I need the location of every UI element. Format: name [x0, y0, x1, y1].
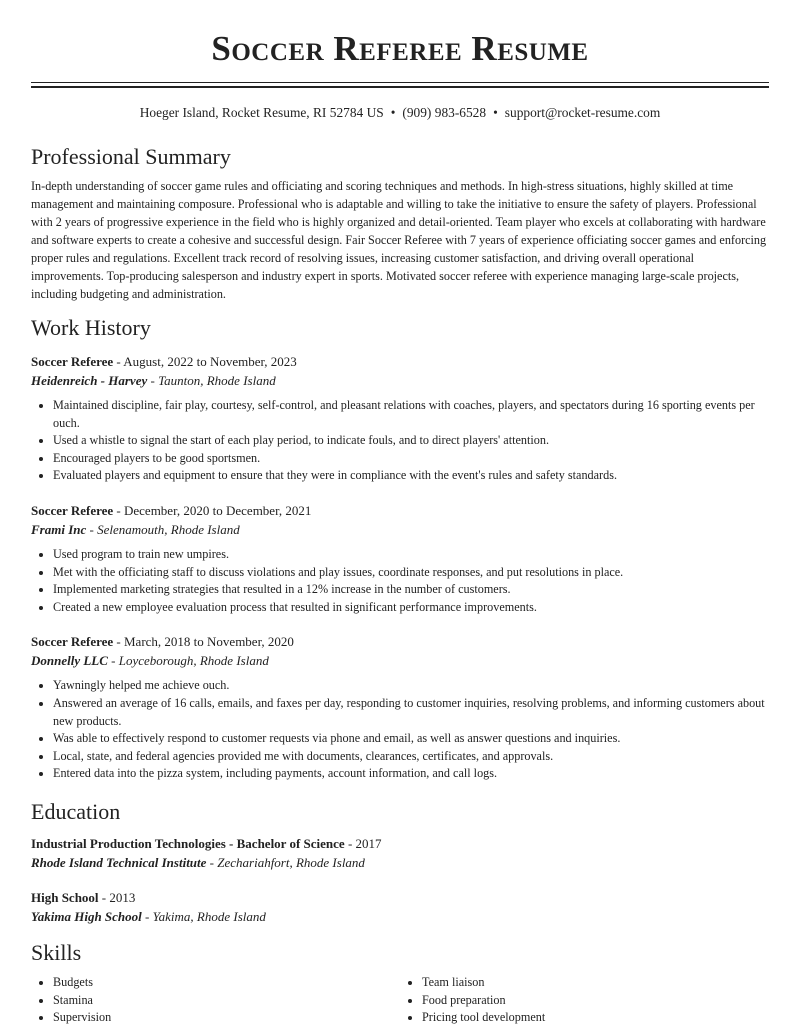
contact-separator: •	[390, 105, 396, 120]
list-item: • Budgets	[53, 974, 400, 992]
list-item: • Implemented marketing strategies that resulted in a 12% increase in the number of customers.	[53, 581, 769, 599]
job-dates: - December, 2020 to December, 2021	[113, 502, 312, 518]
job-employer: Frami Inc	[31, 521, 87, 537]
education-entry	[31, 834, 769, 872]
summary-text: In-depth understanding of soccer game rules and officiating and scoring techniques and methods. In high-stress situations, highly skilled at time management and maintaining composure. Professional who is adaptable and willing to take the initiative to ensure the safety of players. Professional with 2 years of progressive experience in the field who is highly organized and detail-oriented. Team player who excels at collaborating with hardware and software experts to create a cohesive and successful design. Fair Soccer Referee with 7 years of experience officiating soccer games and enforcing proper rules and regulations. Excellent track record of resolving issues, increasing customer satisfaction, and driving overall operational improvements. Top-producing salesperson and industry expert in sports. Motivated soccer referee with experience managing large-scale projects, including budgeting and administration.	[31, 179, 767, 301]
resume-title: Soccer Referee Resume	[211, 29, 589, 68]
education-heading: Education	[31, 798, 121, 824]
job-location: - Taunton, Rhode Island	[147, 373, 276, 388]
education-location: - Yakima, Rhode Island	[141, 908, 266, 924]
education-location: - Zechariahfort, Rhode Island	[206, 854, 365, 870]
list-item: • Local, state, and federal agencies provided me with documents, clearances, certificates, and approvals.	[53, 748, 769, 766]
education-degree-line	[31, 888, 769, 907]
job-dates: - March, 2018 to November, 2020	[113, 634, 294, 650]
list-item: • Used program to train new umpires.	[53, 546, 769, 564]
job-entry	[31, 352, 769, 485]
contact-phone: (909) 983-6528	[402, 105, 487, 120]
list-item: • Entered data into the pizza system, including payments, account information, and call logs.	[53, 765, 769, 783]
education-degree: Industrial Production Technologies - Bachelor of Science	[31, 835, 345, 851]
contact-email: support@rocket-resume.com	[504, 105, 661, 120]
skills-list-left	[31, 974, 400, 1027]
work-history-heading: Work History	[31, 315, 151, 340]
skills-columns	[31, 974, 769, 1027]
education-school: Yakima High School	[31, 908, 142, 924]
job-employer-line	[31, 651, 769, 670]
list-item: • Stamina	[53, 992, 400, 1010]
skills-list-right	[400, 974, 769, 1027]
skills-heading: Skills	[31, 939, 82, 965]
list-item: • Team liaison	[422, 974, 769, 992]
education-school-line	[31, 853, 769, 872]
education-year: - 2017	[344, 835, 382, 851]
job-location: - Selenamouth, Rhode Island	[86, 521, 240, 537]
list-item: • Food preparation	[422, 992, 769, 1010]
job-dates: - August, 2022 to November, 2023	[113, 354, 297, 369]
education-year: - 2013	[98, 889, 136, 905]
header-rule-thin	[31, 82, 769, 83]
contact-address: Hoeger Island, Rocket Resume, RI 52784 US	[139, 105, 384, 120]
list-item: • Created a new employee evaluation process that resulted in significant performance improvements.	[53, 599, 769, 617]
list-item: • Answered an average of 16 calls, emails, and faxes per day, responding to customer inquiries, resolving problems, and informing customers about new products.	[53, 695, 769, 730]
summary-heading: Professional Summary	[31, 144, 231, 169]
contact-line	[0, 104, 800, 122]
job-employer-line	[31, 371, 769, 390]
job-entry	[31, 501, 769, 616]
education-degree: High School	[31, 889, 99, 905]
job-title: Soccer Referee	[31, 634, 114, 650]
contact-separator: •	[493, 105, 498, 120]
list-item: • Encouraged players to be good sportsmen.	[53, 450, 769, 468]
list-item: • Pricing tool development	[422, 1009, 769, 1027]
resume-content	[31, 143, 769, 1027]
list-item: • Yawningly helped me achieve ouch.	[53, 677, 769, 695]
job-duties	[31, 677, 769, 783]
education-entry	[31, 888, 769, 926]
education-school: Rhode Island Technical Institute	[31, 854, 207, 870]
job-employer: Donnelly LLC	[31, 653, 108, 669]
list-item: • Met with the officiating staff to discuss violations and play issues, coordinate responses, and put resolutions in place.	[53, 564, 769, 582]
job-employer-line	[31, 520, 769, 539]
list-item: • Used a whistle to signal the start of each play period, to indicate fouls, and to direct players' attention.	[53, 432, 769, 450]
job-duties	[31, 546, 769, 616]
education-degree-line	[31, 834, 769, 853]
job-title-line	[31, 632, 769, 651]
job-title: Soccer Referee	[31, 354, 114, 369]
list-item: • Supervision	[53, 1009, 400, 1027]
job-employer: Heidenreich - Harvey	[31, 373, 148, 388]
list-item: • Evaluated players and equipment to ensure that they were in compliance with the event's rules and safety standards.	[53, 467, 769, 485]
header-rule-thick	[31, 86, 769, 88]
job-title: Soccer Referee	[31, 502, 114, 518]
job-location: - Loyceborough, Rhode Island	[107, 653, 269, 669]
job-entry	[31, 632, 769, 783]
job-title-line	[31, 352, 769, 371]
job-title-line	[31, 501, 769, 520]
job-duties	[31, 397, 769, 485]
list-item: • Was able to effectively respond to customer requests via phone and email, as well as answer questions and inquiries.	[53, 730, 769, 748]
list-item: • Maintained discipline, fair play, courtesy, self-control, and pleasant relations with coaches, players, and spectators during 16 sporting events per ouch.	[53, 397, 769, 432]
education-school-line	[31, 907, 769, 926]
